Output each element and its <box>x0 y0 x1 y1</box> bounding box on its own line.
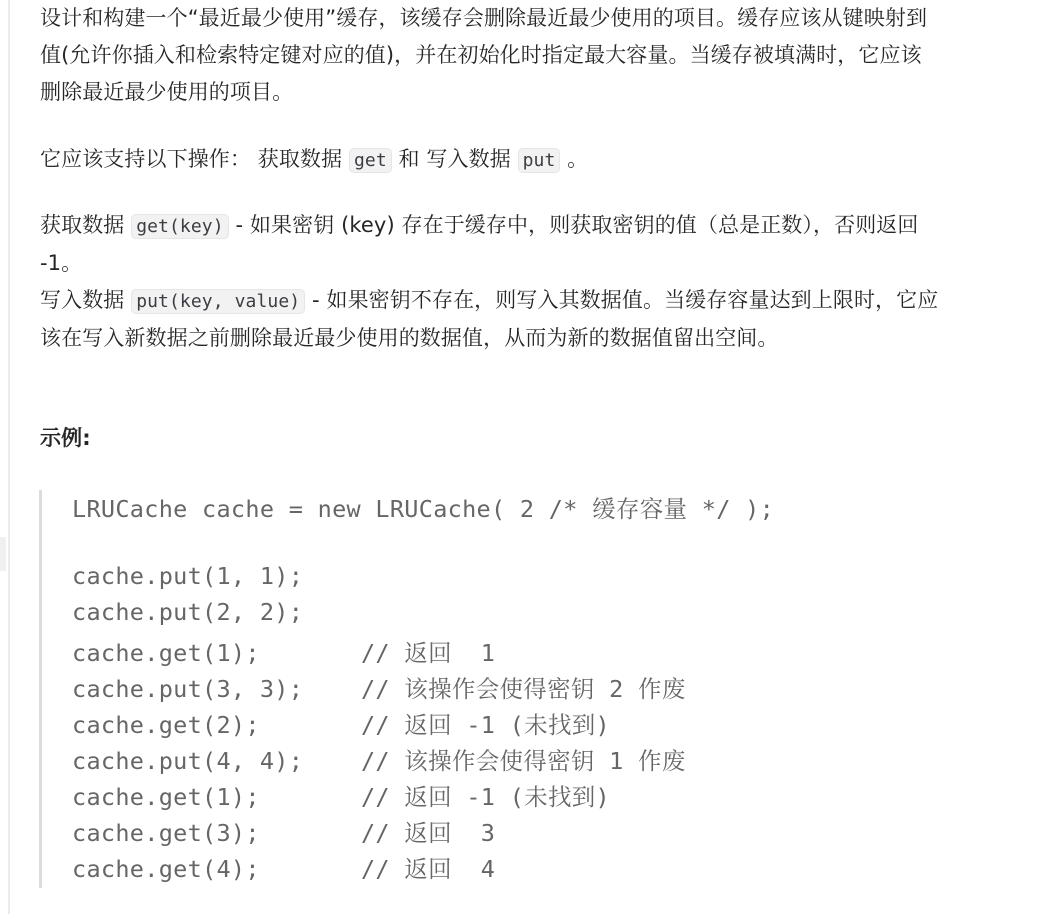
code-line: LRUCache cache = new LRUCache( 2 /* 缓存容量 */ ); <box>72 495 775 523</box>
example-heading <box>40 420 940 457</box>
code-line: cache.get(4); // 返回 4 <box>72 855 496 883</box>
get-prefix: 获取数据 <box>40 213 132 237</box>
intro-paragraph: 设计和构建一个“最近最少使用”缓存，该缓存会删除最近最少使用的项目。缓存应该从键映射到值(允许你插入和检索特定键对应的值)，并在初始化时指定最大容量。当缓存被填满时，它应该删除最近最少使用的项目。 <box>40 6 928 104</box>
code-line: cache.get(1); // 返回 1 <box>72 639 496 667</box>
code-line: cache.get(3); // 返回 3 <box>72 819 496 847</box>
put-description: - 如果密钥不存在，则写入其数据值。当缓存容量达到上限时，它应该在写入新数据之前删除最近最少使用的数据值，从而为新的数据值留出空间。 <box>40 288 939 350</box>
method-descriptions <box>40 207 940 357</box>
operations-prefix: 它应该支持以下操作： 获取数据 <box>40 147 349 171</box>
example-heading-text: 示例: <box>40 426 91 450</box>
put-prefix: 写入数据 <box>40 288 132 312</box>
scroll-handle[interactable] <box>0 537 6 571</box>
example-code-block <box>39 490 942 888</box>
operations-middle: 和 写入数据 <box>391 147 518 171</box>
operations-suffix: 。 <box>560 147 589 171</box>
operations-paragraph <box>40 141 940 179</box>
inline-code-get: get <box>349 148 392 173</box>
inline-code-get-key: get(key) <box>131 214 229 239</box>
get-description: - 如果密钥 (key) 存在于缓存中，则获取密钥的值（总是正数），否则返回 -1。 <box>40 213 919 275</box>
code-line: cache.put(4, 4); // 该操作会使得密钥 1 作废 <box>72 747 686 775</box>
code-line: cache.put(3, 3); // 该操作会使得密钥 2 作废 <box>72 675 686 703</box>
code-line: cache.put(2, 2); <box>72 598 304 626</box>
code-line: cache.put(1, 1); <box>72 562 304 590</box>
inline-code-put: put <box>518 148 561 173</box>
inline-code-put-key-value: put(key, value) <box>131 289 305 314</box>
code-line: cache.get(2); // 返回 -1 (未找到) <box>72 711 610 739</box>
code-line: cache.get(1); // 返回 -1 (未找到) <box>72 783 610 811</box>
left-margin-rule <box>8 0 10 914</box>
